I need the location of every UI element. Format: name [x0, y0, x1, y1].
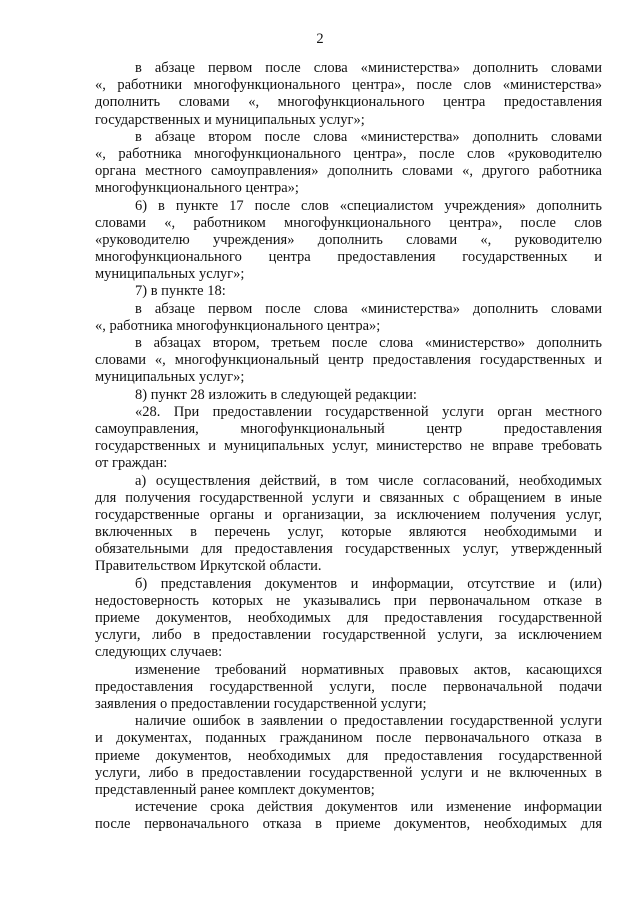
text-line: муниципальных услуг»;: [95, 266, 245, 283]
text-line: 7) в пункте 18:: [135, 283, 226, 300]
text-line: «, работники многофункционального центра», после слов «министерства»: [95, 77, 602, 94]
text-line: муниципальных услуг»;: [95, 369, 245, 386]
text-line: истечение срока действия документов или изменение информации: [135, 799, 602, 816]
text-line: Правительством Иркутской области.: [95, 558, 322, 575]
text-line: «, работника многофункционального центра»;: [95, 317, 381, 334]
text-line: «, работника многофункционального центра», после слов «руководителю: [95, 145, 602, 162]
text-line: изменение требований нормативных правовых актов, касающихся: [135, 661, 602, 678]
text-line: «28. При предоставлении государственной услуги орган местного: [135, 403, 602, 420]
document-body: [95, 60, 602, 833]
text-line: предоставления государственной услуги, после первоначальной подачи: [95, 678, 602, 695]
text-line: от граждан:: [95, 455, 168, 472]
text-line: представленный ранее комплект документов;: [95, 781, 375, 798]
text-line: государственных и муниципальных услуг»;: [95, 111, 365, 128]
text-line: после первоначального отказа в приеме документов, необходимых для: [95, 816, 602, 833]
text-line: дополнить словами «, многофункционального центра предоставления: [95, 94, 602, 111]
text-line: словами «, работником многофункционального центра», после слов: [95, 214, 602, 231]
text-line: для получения государственной услуги и связанных с обращением в иные: [95, 489, 602, 506]
text-line: а) осуществления действий, в том числе согласований, необходимых: [135, 472, 602, 489]
text-line: услуги, либо в предоставлении государственной услуги и не включенных в: [95, 764, 602, 781]
text-line: и документах, поданных гражданином после первоначального отказа в: [95, 730, 602, 747]
text-line: б) представления документов и информации, отсутствие и (или): [135, 575, 602, 592]
text-line: приеме документов, необходимых для предоставления государственной: [95, 747, 602, 764]
text-line: наличие ошибок в заявлении о предоставлении государственной услуги: [135, 713, 602, 730]
text-line: «руководителю учреждения» дополнить словами «, руководителю: [95, 231, 602, 248]
text-line: услуги, либо в предоставлении государственной услуги, за исключением: [95, 627, 602, 644]
text-line: в абзаце первом после слова «министерства» дополнить словами: [135, 300, 602, 317]
text-line: 8) пункт 28 изложить в следующей редакции:: [135, 386, 417, 403]
text-line: заявления о предоставлении государственной услуги;: [95, 695, 427, 712]
text-line: приеме документов, необходимых для предоставления государственной: [95, 610, 602, 626]
text-line: органа местного самоуправления» дополнить словами «, другого работника: [95, 163, 602, 180]
text-line: недостоверность которых не указывались при первоначальном отказе в: [95, 592, 602, 609]
text-line: 6) в пункте 17 после слов «специалистом учреждения» дополнить: [135, 197, 602, 214]
text-line: следующих случаев:: [95, 644, 223, 661]
page-number: 2: [316, 31, 324, 47]
text-line: самоуправления, многофункциональный центр предоставления: [95, 420, 602, 437]
text-line: государственные органы и организации, за исключением получения услуг,: [95, 506, 602, 523]
text-line: многофункционального центра предоставления государственных и: [95, 249, 602, 266]
text-line: словами «, многофункциональный центр предоставления государственных и: [95, 352, 602, 369]
text-line: в абзаце первом после слова «министерства» дополнить словами: [135, 60, 602, 76]
text-line: обязательными для предоставления государственных услуг, утвержденный: [95, 541, 602, 558]
text-line: в абзацах втором, третьем после слова «министерство» дополнить: [135, 335, 602, 351]
text-line: включенных в перечень услуг, которые являются необходимыми и: [95, 524, 602, 541]
text-line: многофункционального центра»;: [95, 180, 299, 197]
text-line: государственных и муниципальных услуг, министерство не вправе требовать: [95, 438, 602, 455]
text-line: в абзаце втором после слова «министерства» дополнить словами: [135, 128, 602, 145]
